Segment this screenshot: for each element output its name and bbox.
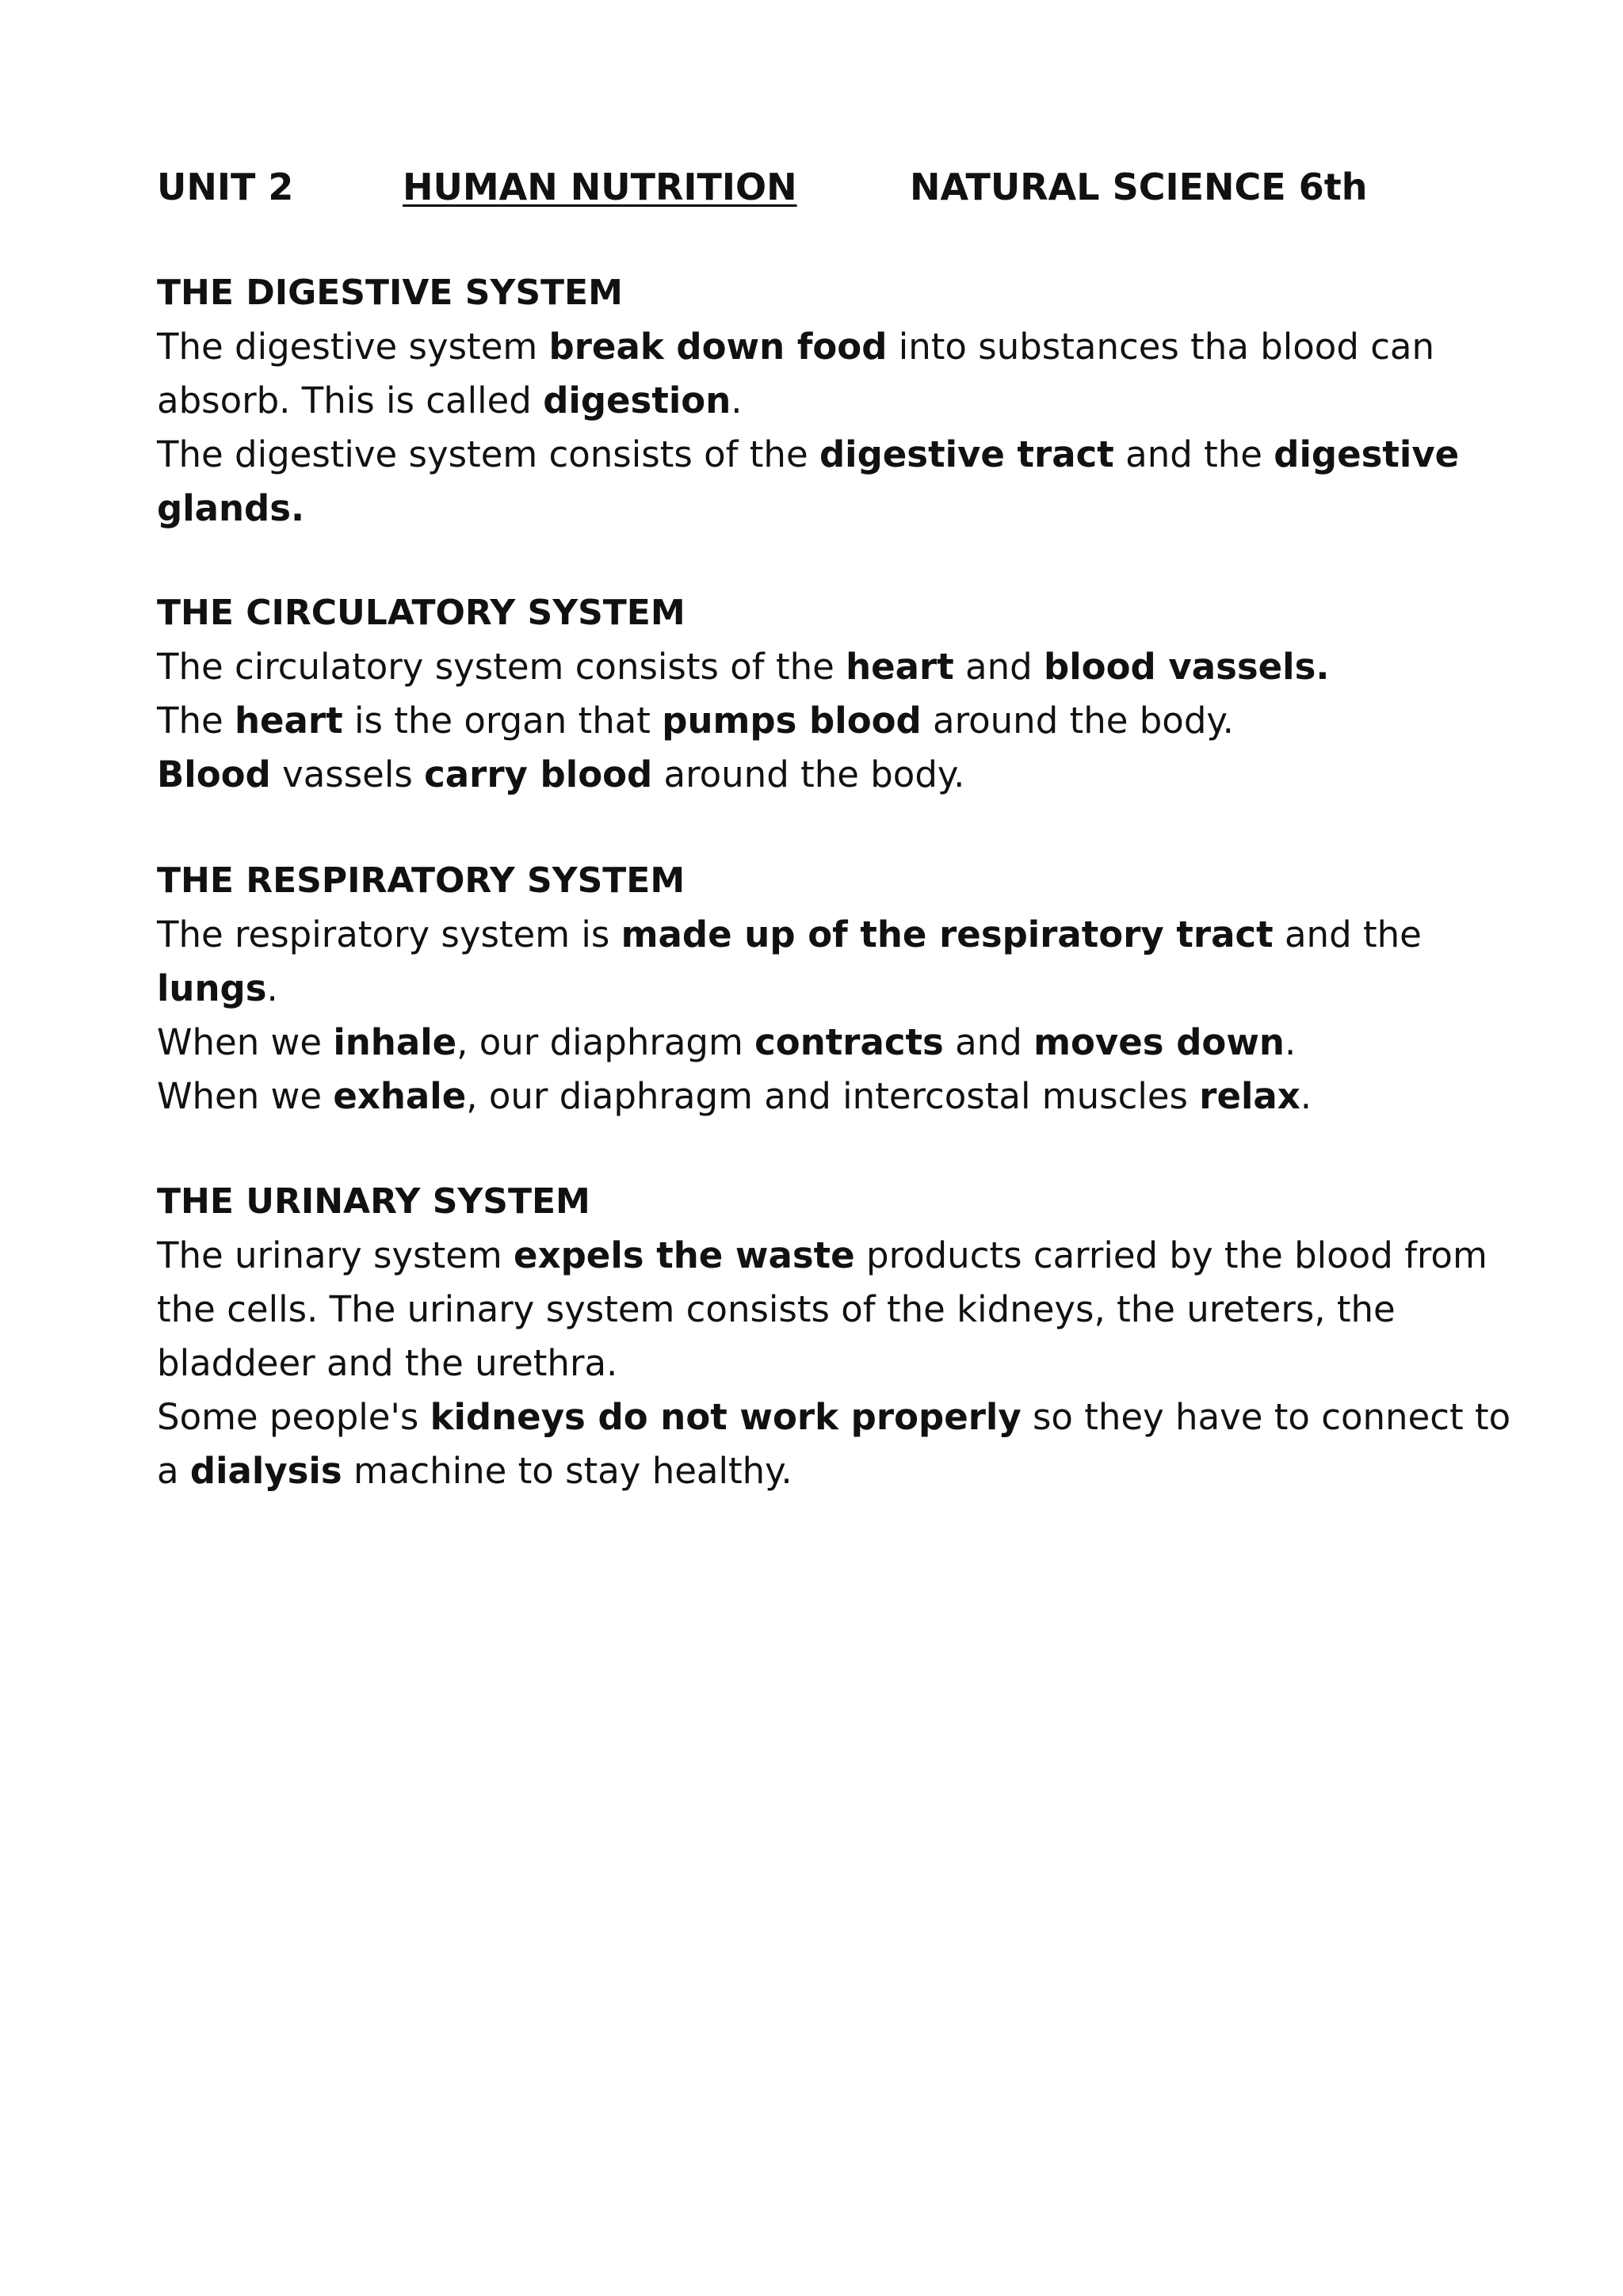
section-body	[157, 908, 1504, 1123]
text-run: a	[157, 1450, 190, 1492]
text-line	[157, 1283, 1504, 1337]
text-run: into substances tha blood can	[887, 326, 1435, 368]
text-run: When we	[157, 1075, 334, 1117]
text-run: Some people's	[157, 1396, 430, 1438]
text-run: is the organ that	[342, 700, 663, 742]
bold-text: relax	[1199, 1075, 1300, 1117]
section-urinary-system	[157, 1175, 1511, 1498]
unit-label: UNIT 2	[157, 166, 294, 208]
section-heading: THE RESPIRATORY SYSTEM	[157, 860, 685, 901]
subject-label: NATURAL SCIENCE 6th	[910, 166, 1368, 208]
text-line	[157, 428, 1504, 482]
section-body	[157, 640, 1504, 802]
text-run: When we	[157, 1021, 334, 1063]
bold-text: digestive	[1274, 433, 1460, 475]
text-run: .	[1284, 1021, 1296, 1063]
bold-text: dialysis	[189, 1450, 342, 1492]
text-run: The circulatory system consists of the	[157, 646, 846, 688]
text-run: around the body.	[921, 700, 1234, 742]
text-run: .	[731, 379, 743, 421]
text-line	[157, 1337, 1504, 1390]
text-line	[157, 374, 1504, 428]
worksheet-header	[157, 163, 1504, 211]
text-run: so they have to connect to	[1021, 1396, 1511, 1438]
bold-text: carry blood	[424, 753, 653, 795]
text-line	[157, 482, 1504, 536]
text-line	[157, 1390, 1511, 1444]
bold-text: blood vassels.	[1044, 646, 1330, 688]
text-run: and the	[1113, 433, 1274, 475]
text-run: vassels	[270, 753, 425, 795]
bold-text: contracts	[754, 1021, 944, 1063]
bold-text: inhale	[333, 1021, 457, 1063]
text-line	[157, 694, 1504, 748]
bold-text: digestion	[543, 379, 731, 421]
bold-text: glands.	[157, 487, 305, 529]
section-circulatory-system	[157, 586, 1504, 802]
text-run: and	[943, 1021, 1034, 1063]
text-line	[157, 1016, 1504, 1070]
bold-text: Blood	[157, 753, 271, 795]
section-respiratory-system	[157, 854, 1504, 1123]
bold-text: made up of the respiratory tract	[621, 913, 1274, 955]
text-run: and the	[1273, 913, 1422, 955]
bold-text: lungs	[157, 967, 267, 1009]
text-run: The respiratory system is	[157, 913, 621, 955]
text-run: machine to stay healthy.	[342, 1450, 792, 1492]
section-digestive-system	[157, 266, 1504, 536]
bold-text: pumps blood	[662, 700, 922, 742]
text-run: absorb. This is called	[157, 379, 544, 421]
text-line	[157, 1070, 1504, 1123]
text-run: The digestive system consists of the	[157, 433, 819, 475]
bold-text: heart	[235, 700, 343, 742]
section-heading: THE CIRCULATORY SYSTEM	[157, 593, 685, 633]
section-heading: THE URINARY SYSTEM	[157, 1181, 590, 1222]
text-run: , our diaphragm	[456, 1021, 755, 1063]
text-run: .	[1300, 1075, 1312, 1117]
text-line	[157, 1444, 1504, 1498]
text-run: around the body.	[652, 753, 965, 795]
text-run: the cells. The urinary system consists of the kidneys, the ureters, the	[157, 1288, 1396, 1330]
bold-text: heart	[846, 646, 954, 688]
bold-text: moves down	[1033, 1021, 1285, 1063]
text-line	[157, 320, 1504, 374]
section-heading: THE DIGESTIVE SYSTEM	[157, 273, 623, 313]
text-run: bladdeer and the urethra.	[157, 1342, 618, 1384]
text-run: The urinary system	[157, 1234, 514, 1276]
bold-text: kidneys do not work properly	[430, 1396, 1022, 1438]
bold-text: exhale	[333, 1075, 467, 1117]
section-body	[157, 320, 1504, 536]
text-line	[157, 748, 1504, 802]
text-run: The digestive system	[157, 326, 549, 368]
bold-text: digestive tract	[819, 433, 1114, 475]
section-body	[157, 1229, 1511, 1498]
text-run: .	[266, 967, 278, 1009]
text-line	[157, 908, 1504, 962]
text-line	[157, 962, 1504, 1016]
text-run: and	[953, 646, 1044, 688]
text-run: , our diaphragm and intercostal muscles	[466, 1075, 1200, 1117]
text-line	[157, 640, 1504, 694]
text-line	[157, 1229, 1504, 1283]
bold-text: break down food	[548, 326, 888, 368]
text-run: products carried by the blood from	[854, 1234, 1487, 1276]
text-run: The	[157, 700, 235, 742]
unit-title: HUMAN NUTRITION	[403, 166, 797, 208]
bold-text: expels the waste	[514, 1234, 855, 1276]
